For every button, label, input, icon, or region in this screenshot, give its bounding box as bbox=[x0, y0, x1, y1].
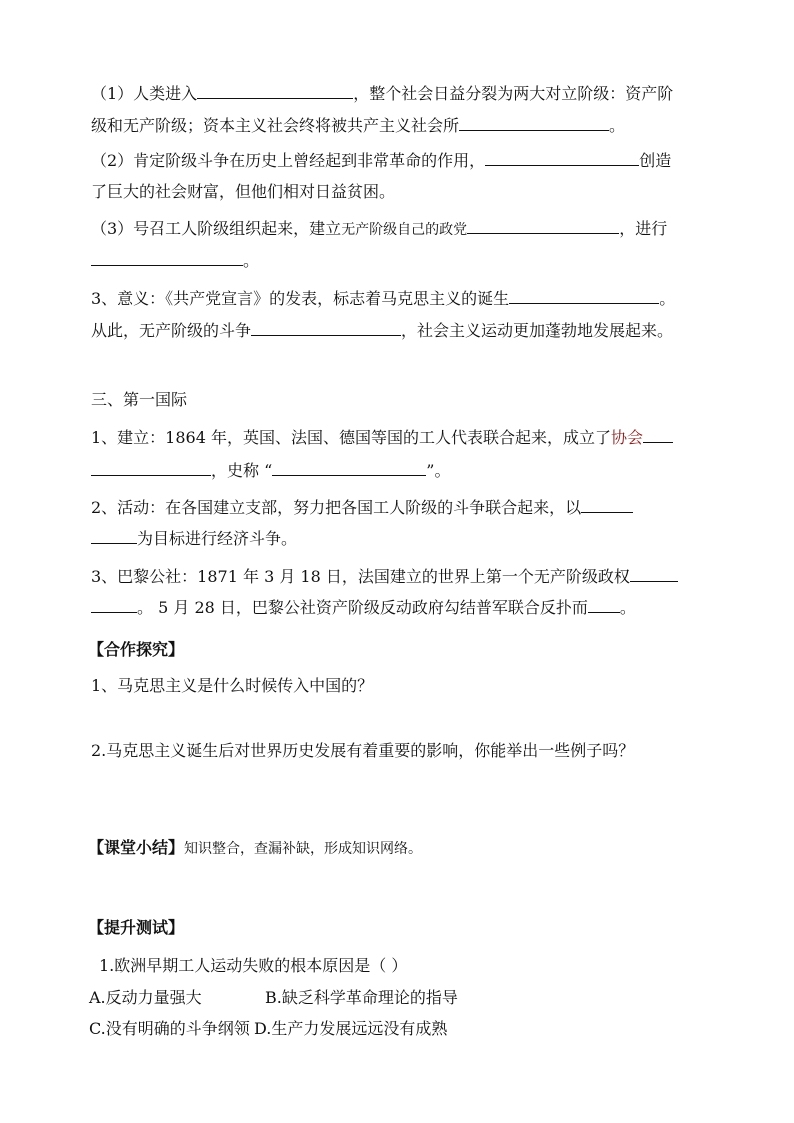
blank-3[interactable] bbox=[485, 150, 639, 166]
para-1-line-2 bbox=[91, 115, 625, 136]
blank-9[interactable] bbox=[91, 460, 211, 476]
test-option-d: D.生产力发展远远没有成熟 bbox=[254, 1019, 448, 1038]
text: （1）人类进入 bbox=[91, 84, 198, 103]
text: 3、意义：《共产党宣言》的发表，标志着马克思主义的诞生 bbox=[91, 289, 510, 308]
para-2-line-1 bbox=[91, 150, 671, 171]
text: ，整个社会日益分裂为两大对立阶级：资产阶 bbox=[353, 84, 674, 103]
test-q1: 1.欧洲早期工人运动失败的根本原因是（ ） bbox=[99, 956, 408, 975]
text: ，进行 bbox=[619, 219, 668, 238]
text: ”。 bbox=[426, 461, 451, 480]
section-3-item-3-line-1 bbox=[91, 566, 678, 587]
text: （2）肯定阶级斗争在历史上曾经起到非常革命的作用， bbox=[91, 151, 486, 170]
blank-10[interactable] bbox=[272, 460, 426, 476]
meaning-line-2 bbox=[91, 320, 673, 341]
cooperate-q1: 1、马克思主义是什么时候传入中国的？ bbox=[91, 676, 374, 695]
blank-2[interactable] bbox=[459, 115, 609, 131]
para-2-line-2 bbox=[91, 182, 395, 202]
test-option-c: C.没有明确的斗争纲领 bbox=[89, 1019, 250, 1038]
text: 了巨大的社会财富，但他们相对日益贫困。 bbox=[91, 182, 396, 201]
text-red: 协会 bbox=[611, 428, 644, 447]
text: 。 bbox=[243, 251, 260, 270]
summary-title: 【课堂小结】 bbox=[88, 838, 185, 857]
blank-1[interactable] bbox=[197, 83, 353, 99]
para-1-line-1 bbox=[91, 83, 673, 104]
blank-7[interactable] bbox=[251, 320, 401, 336]
text: ，史称 “ bbox=[211, 461, 273, 480]
text: 创造 bbox=[639, 151, 672, 170]
text: 。 5 月 28 日，巴黎公社资产阶级反动政府勾结普军联合反扑而 bbox=[137, 598, 588, 617]
text: 。 bbox=[609, 116, 626, 135]
text: 2、活动：在各国建立支部，努力把各国工人阶级的斗争联合起来，以 bbox=[91, 498, 582, 517]
text: 为目标进行经济斗争。 bbox=[137, 529, 298, 548]
text: 3、巴黎公社：1871 年 3 月 18 日，法国建立的世界上第一个无产阶级政权 bbox=[91, 567, 630, 586]
text: 。 bbox=[619, 598, 636, 617]
blank-8[interactable] bbox=[643, 427, 673, 443]
blank-6[interactable] bbox=[509, 288, 659, 304]
text: （3）号召工人阶级组织起来，建立 bbox=[91, 219, 342, 238]
cooperate-title: 【合作探究】 bbox=[88, 640, 185, 659]
test-option-a: A.反动力量强大 bbox=[89, 988, 202, 1007]
para-3-line-2 bbox=[91, 250, 259, 271]
section-3-title: 三、第一国际 bbox=[91, 390, 188, 409]
blank-4[interactable] bbox=[467, 218, 619, 234]
para-3-line-1 bbox=[91, 218, 667, 240]
section-3-item-1-line-1 bbox=[91, 427, 673, 448]
test-option-b: B.缺乏科学革命理论的指导 bbox=[265, 988, 458, 1007]
section-3-item-3-line-2 bbox=[91, 597, 636, 618]
summary-text: 知识整合，查漏补缺，形成知识网络。 bbox=[184, 841, 423, 857]
blank-13[interactable] bbox=[630, 566, 678, 582]
text: 1、建立：1864 年，英国、法国、德国等国的工人代表联合起来，成立了 bbox=[91, 428, 611, 447]
blank-11[interactable] bbox=[581, 497, 633, 513]
meaning-line-1 bbox=[91, 288, 675, 309]
text: 级和无产阶级；资本主义社会终将被共产主义社会所 bbox=[91, 116, 460, 135]
section-3-item-1-line-2 bbox=[91, 460, 450, 481]
summary-line bbox=[88, 838, 422, 859]
text: ，社会主义运动更加蓬勃地发展起来。 bbox=[401, 321, 674, 340]
text: 。 bbox=[659, 289, 676, 308]
text-small: 无产阶级自己的政党 bbox=[341, 222, 468, 238]
blank-12[interactable] bbox=[91, 528, 137, 544]
test-title: 【提升测试】 bbox=[88, 918, 185, 937]
section-3-item-2-line-1 bbox=[91, 497, 633, 518]
cooperate-q2: 2.马克思主义诞生后对世界历史发展有着重要的影响，你能举出一些例子吗？ bbox=[91, 741, 635, 760]
blank-15[interactable] bbox=[588, 597, 620, 613]
text: 从此，无产阶级的斗争 bbox=[91, 321, 252, 340]
blank-5[interactable] bbox=[91, 250, 243, 266]
section-3-item-2-line-2 bbox=[91, 528, 297, 549]
blank-14[interactable] bbox=[91, 597, 137, 613]
